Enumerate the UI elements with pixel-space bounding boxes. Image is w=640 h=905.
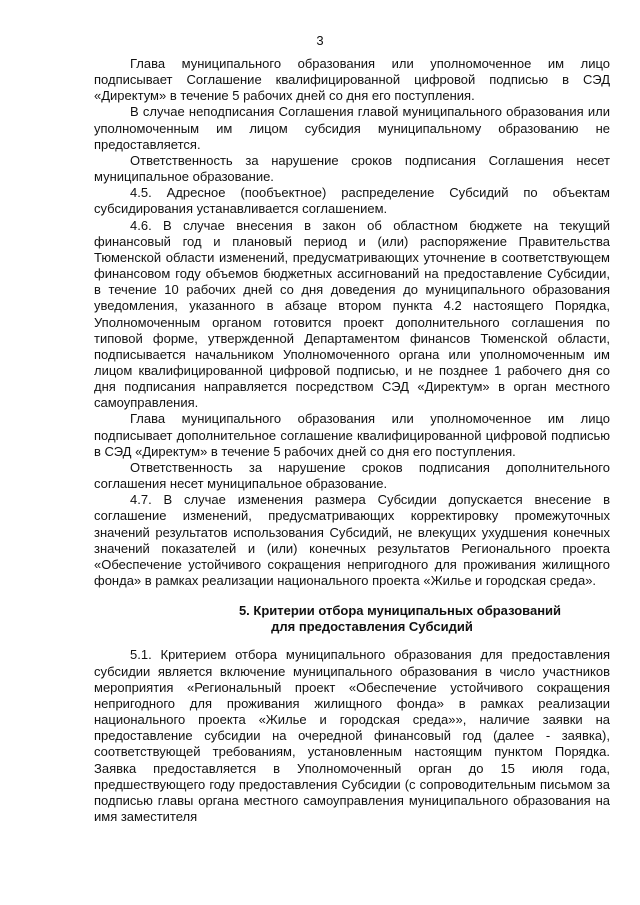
section-heading-line-1: 5. Критерии отбора муниципальных образований: [238, 603, 562, 619]
paragraph: Глава муниципального образования или уполномоченное им лицо подписывает Соглашение квалифицированной цифровой подписью в СЭД «Директум» в течение 5 рабочих дней со дня его поступления.: [94, 56, 610, 104]
paragraph: 4.6. В случае внесения в закон об областном бюджете на текущий финансовый год и плановый период и (или) распоряжение Правительства Тюменской области изменений, предусматривающих уточнение в соответствующем финансовом году объемов бюджетных ассигнований на предоставление Субсидии, в течение 10 рабочих дней со дня доведения до муниципального образования уведомления, указанного в абзаце втором пункта 4.2 настоящего Порядка, Уполномоченным органом готовится проект дополнительного соглашения по типовой форме, утвержденной Департаментом финансов Тюменской области, подписывается начальником Уполномоченного органа или уполномоченным им лицом квалифицированной цифровой подписью, и не позднее 1 рабочего дня со дня подписания направляется посредством СЭД «Директум» в орган местного самоуправления.: [94, 217, 610, 411]
paragraph: Ответственность за нарушение сроков подписания Соглашения несет муниципальное образование.: [94, 152, 610, 185]
paragraph: Ответственность за нарушение сроков подписания дополнительного соглашения несет муниципальное образование.: [94, 459, 610, 492]
paragraph: Глава муниципального образования или уполномоченное им лицо подписывает дополнительное соглашение квалифицированной цифровой подписью в СЭД «Директум» в течение 5 рабочих дней со дня его поступления.: [94, 411, 610, 459]
paragraph: В случае неподписания Соглашения главой муниципального образования или уполномоченным им лицом субсидия муниципальному образованию не предоставляется.: [94, 104, 610, 152]
page-number: 3: [316, 33, 324, 48]
section-heading-line-2: для предоставления Субсидий: [271, 619, 473, 635]
paragraph: 4.7. В случае изменения размера Субсидии допускается внесение в соглашение изменений, предусматривающих корректировку промежуточных значений результатов использования Субсидий, не влекущих ухудшения конечных значений показателей и (или) конечных результатов Регионального проекта «Обеспечение устойчивого сокращения непригодного для проживания жилищного фонда» в рамках реализации национального проекта «Жилье и городская среда».: [94, 492, 610, 588]
paragraph: 4.5. Адресное (пообъектное) распределение Субсидий по объектам субсидирования устанавливается соглашением.: [94, 185, 610, 217]
section-heading: [94, 603, 610, 635]
paragraph: 5.1. Критерием отбора муниципального образования для предоставления субсидии является включение муниципального образования в число участников мероприятия «Региональный проект «Обеспечение устойчивого сокращения непригодного для проживания жилищного фонда» в рамках реализации национального проекта «Жилье и городская среда»», наличие заявки на предоставление субсидии на очередной финансовый год (далее - заявка), соответствующей требованиям, установленным настоящим пунктом Порядка. Заявка предоставляется в Уполномоченный орган до 15 июля года, предшествующего году предоставления Субсидии (с сопроводительным письмом за подписью главы органа местного самоуправления муниципального образования на имя заместителя: [94, 647, 610, 825]
document-body: [94, 56, 610, 825]
